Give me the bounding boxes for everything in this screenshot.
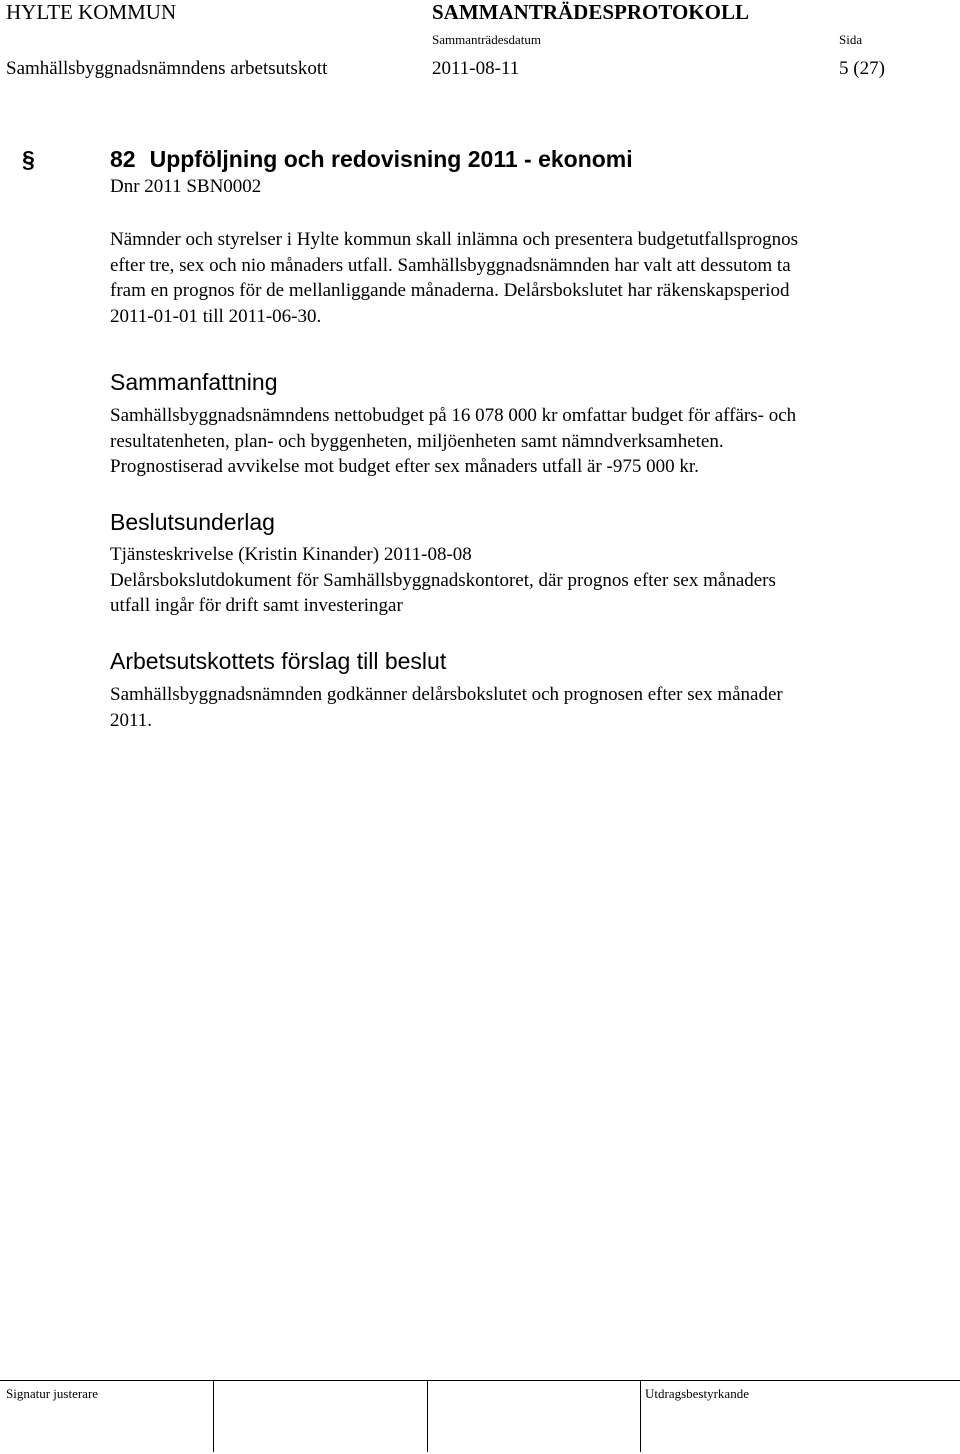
intro-text-block [110, 227, 930, 329]
signature-divider [213, 1380, 214, 1452]
meeting-date-label: Sammanträdesdatum [432, 32, 542, 47]
page-number: 5 (27) [839, 58, 885, 79]
signature-label: Signatur justerare [6, 1386, 99, 1401]
item-number: 82 [110, 146, 136, 172]
proposal-text: Samhällsbyggnadsnämnden godkänner delårsbokslutet och prognosen efter sex månader 2011. [110, 684, 783, 731]
intro-text: Nämnder och styrelser i Hylte kommun skall inlämna och presentera budgetutfallsprognos efter tre, sex och nio månaders utfall. Samhällsbyggnadsnämnden har valt att dessutom ta fram en prognos för de mellanliggande månaderna. Delårsbokslutet har räkenskapsperiod 2011-01-01 till 2011-06-30. [110, 229, 799, 327]
meeting-date: 2011-08-11 [432, 58, 520, 79]
basis-heading: Beslutsunderlag [110, 509, 275, 535]
page-label: Sida [839, 32, 863, 47]
basis-line-1: Tjänsteskrivelse (Kristin Kinander) 2011-08-08 [110, 544, 472, 565]
proposal-heading: Arbetsutskottets förslag till beslut [110, 648, 447, 674]
basis-line-2: Delårsbokslutdokument för Samhällsbyggnadskontoret, där prognos efter sex månaders utfall ingår för drift samt investeringar [110, 569, 776, 616]
basis-block [110, 542, 930, 619]
item-heading [22, 146, 633, 173]
proposal-block [110, 682, 930, 733]
summary-block [110, 403, 930, 480]
summary-heading: Sammanfattning [110, 369, 278, 395]
paragraph-mark: § [22, 146, 35, 172]
committee-name: Samhällsbyggnadsnämndens arbetsutskott [6, 58, 328, 79]
summary-text: Samhällsbyggnadsnämndens nettobudget på 16 078 000 kr omfattar budget för affärs- och resultatenheten, plan- och byggenheten, miljöenheten samt nämndverksamheten. Prognostiserad avvikelse mot budget efter sex månaders utfall är -975 000 kr. [110, 405, 797, 477]
item-dnr: Dnr 2011 SBN0002 [110, 176, 262, 197]
document-type: SAMMANTRÄDESPROTOKOLL [432, 0, 749, 24]
signature-rule [0, 1380, 960, 1381]
extract-certified-label: Utdragsbestyrkande [645, 1386, 749, 1401]
item-title: Uppföljning och redovisning 2011 - ekonomi [149, 146, 633, 172]
signature-divider [427, 1380, 428, 1452]
organization-name: HYLTE KOMMUN [6, 0, 177, 24]
signature-divider [640, 1380, 641, 1452]
